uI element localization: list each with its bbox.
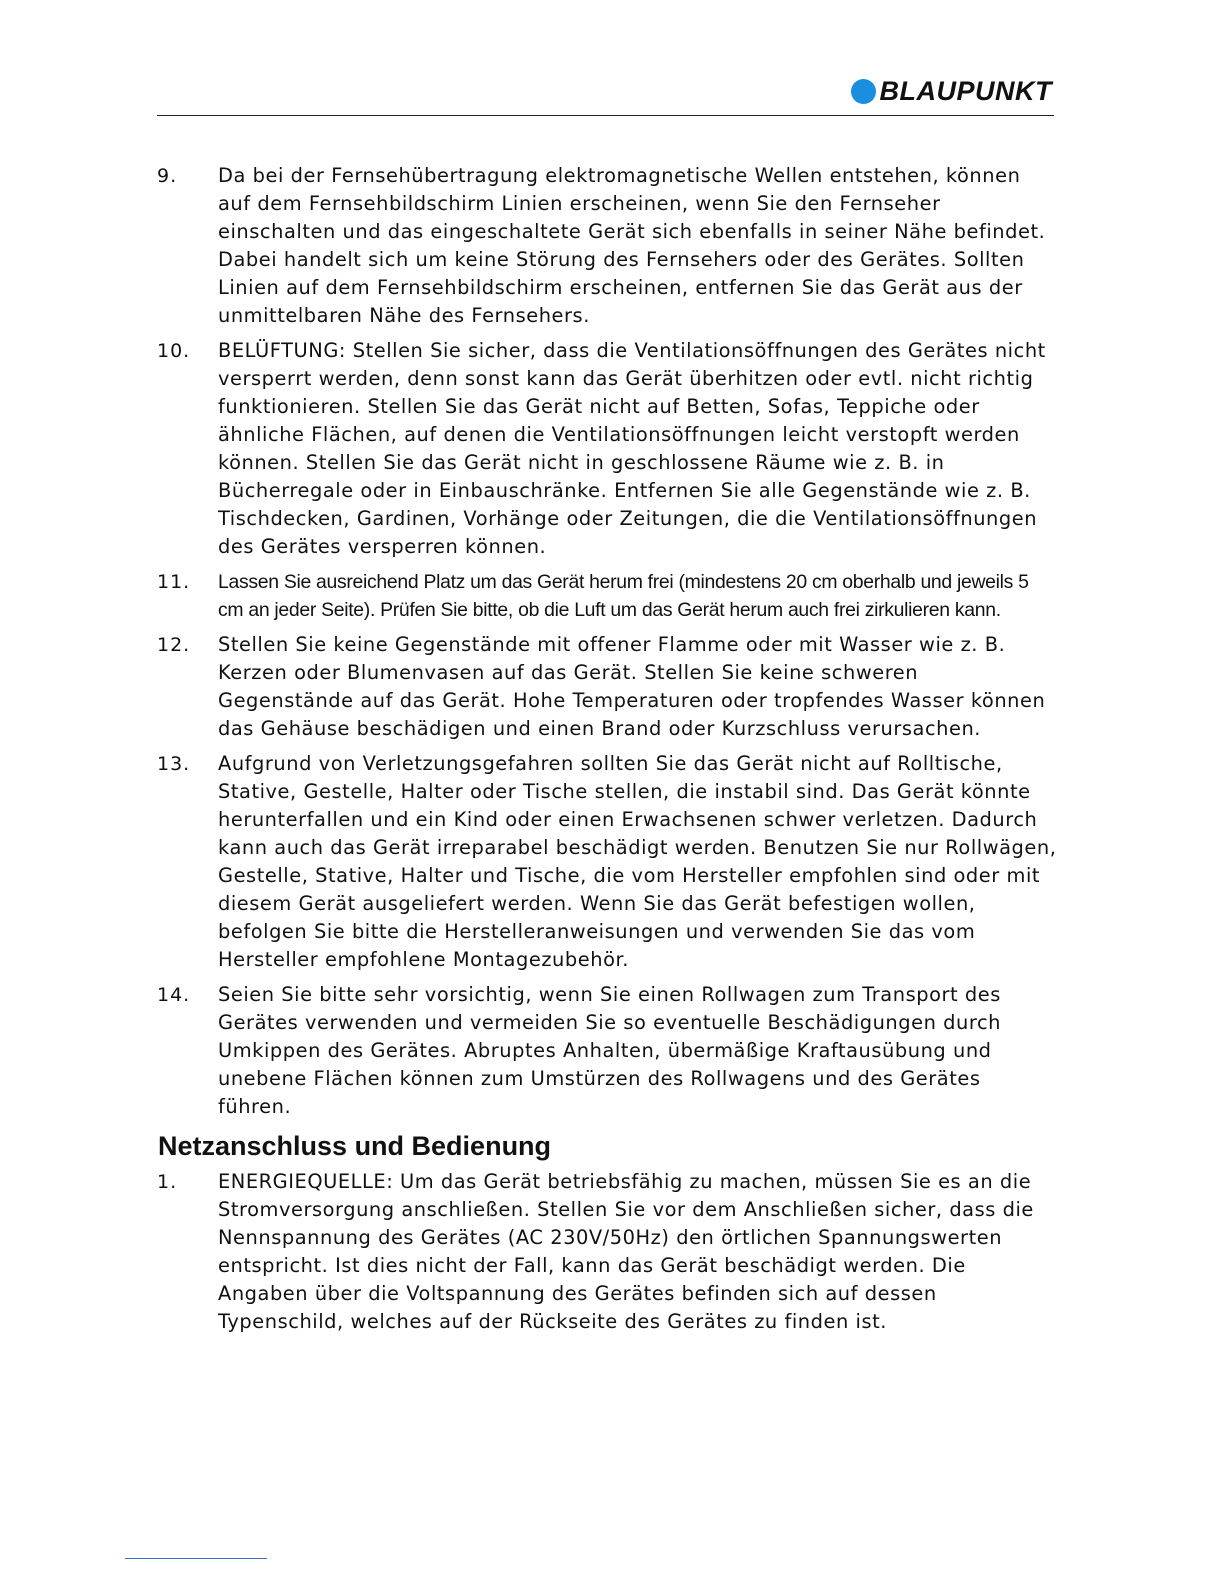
item-text: Seien Sie bitte sehr vorsichtig, wenn Sie einen Rollwagen zum Transport des Gerätes verwenden und vermeiden Sie so eventuelle Beschädigungen durch Umkippen des Gerätes. Abruptes Anhalten, übermäßige Kraftausübung und unebene Flächen können zum Umstürzen des Rollwagens und des Gerätes führen.: [218, 983, 1002, 1118]
item-number: 13.: [157, 753, 191, 775]
list-item: [157, 162, 1057, 330]
brand-logo: [851, 76, 1053, 107]
item-text: Lassen Sie ausreichend Platz um das Gerät herum frei (mindestens 20 cm oberhalb und jeweils 5 cm an jeder Seite). Prüfen Sie bitte, ob die Luft um das Gerät herum auch frei zirkulieren kann.: [218, 571, 1029, 621]
list-item: [157, 1168, 1057, 1336]
footnote-separator: [125, 1558, 267, 1559]
item-number: 10.: [157, 340, 191, 362]
item-number: 9.: [157, 165, 178, 187]
item-text: Aufgrund von Verletzungsgefahren sollten Sie das Gerät nicht auf Rolltische, Stative, Gestelle, Halter oder Tische stellen, die instabil sind. Das Gerät könnte herunterfallen und ein Kind oder einen Erwachsenen schwer verletzen. Dadurch kann auch das Gerät irreparabel beschädigt werden. Benutzen Sie nur Rollwägen, Gestelle, Stative, Halter und Tische, die vom Hersteller empfohlen sind oder mit diesem Gerät ausgeliefert werden. Wenn Sie das Gerät befestigen wollen, befolgen Sie bitte die Herstelleranweisungen und verwenden Sie das vom Hersteller empfohlene Montagezubehör.: [218, 752, 1057, 971]
list-item: [157, 981, 1057, 1121]
item-number: 12.: [157, 634, 191, 656]
logo-text: BLAUPUNKT: [879, 76, 1052, 106]
item-text: BELÜFTUNG: Stellen Sie sicher, dass die Ventilationsöffnungen des Gerätes nicht versperrt werden, denn sonst kann das Gerät überhitzen oder evtl. nicht richtig funktionieren. Stellen Sie das Gerät nicht auf Betten, Sofas, Teppiche oder ähnliche Flächen, auf denen die Ventilationsöffnungen leicht verstopft werden können. Stellen Sie das Gerät nicht in geschlossene Räume wie z. B. in Bücherregale oder in Einbauschränke. Entfernen Sie alle Gegenstände wie z. B. Tischdecken, Gardinen, Vorhänge oder Zeitungen, die die Ventilationsöffnungen des Gerätes versperren können.: [218, 339, 1046, 558]
list-item: [157, 568, 1057, 624]
page-header: [157, 70, 1054, 116]
document-body: [157, 162, 1057, 1343]
item-number: 11.: [157, 571, 191, 593]
item-number: 1.: [157, 1171, 178, 1193]
list-item: [157, 750, 1057, 974]
item-text: ENERGIEQUELLE: Um das Gerät betriebsfähig zu machen, müssen Sie es an die Stromversorgung anschließen. Stellen Sie vor dem Anschließen sicher, dass die Nennspannung des Gerätes (AC 230V/50Hz) den örtlichen Spannungswerten entspricht. Ist dies nicht der Fall, kann das Gerät beschädigt werden. Die Angaben über die Voltspannung des Gerätes befinden sich auf dessen Typenschild, welches auf der Rückseite des Gerätes zu finden ist.: [218, 1170, 1034, 1333]
list-item: [157, 631, 1057, 743]
section-heading: Netzanschluss und Bedienung: [158, 1131, 552, 1161]
list-item: [157, 337, 1057, 561]
item-text: Stellen Sie keine Gegenstände mit offener Flamme oder mit Wasser wie z. B. Kerzen oder Blumenvasen auf das Gerät. Stellen Sie keine schweren Gegenstände auf das Gerät. Hohe Temperaturen oder tropfendes Wasser können das Gehäuse beschädigen und einen Brand oder Kurzschluss verursachen.: [218, 633, 1046, 740]
item-number: 14.: [157, 984, 191, 1006]
item-text: Da bei der Fernsehübertragung elektromagnetische Wellen entstehen, können auf dem Fernsehbildschirm Linien erscheinen, wenn Sie den Fernseher einschalten und das eingeschaltete Gerät sich ebenfalls in seiner Nähe befindet. Dabei handelt sich um keine Störung des Fernsehers oder des Gerätes. Sollten Linien auf dem Fernsehbildschirm erscheinen, entfernen Sie das Gerät aus der unmittelbaren Nähe des Fernsehers.: [218, 164, 1046, 327]
logo-dot-icon: [851, 79, 876, 104]
